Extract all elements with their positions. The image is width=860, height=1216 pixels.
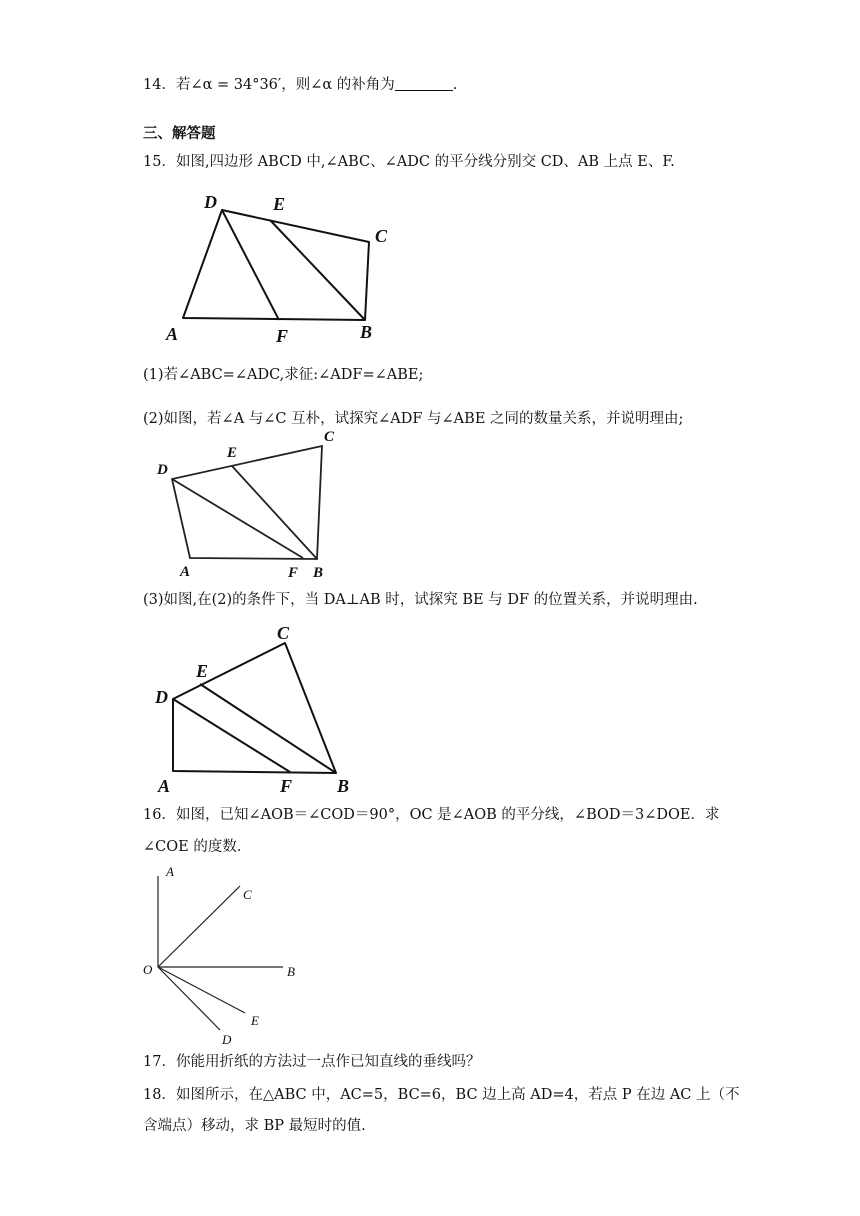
section-title: 三、解答题 [143,126,216,142]
ray-od [158,967,220,1030]
label-c: C [243,887,252,902]
label-e: E [273,194,286,214]
question-16-line-1: 16．如图，已知∠AOB＝∠COD＝90°，OC 是∠AOB 的平分线，∠BOD＝3∠DOE．求 [143,807,720,823]
label-e: E [196,661,209,681]
label-d: D [155,687,168,707]
label-d: D [222,1032,232,1047]
label-b: B [313,565,324,581]
label-b: B [287,964,295,979]
label-c: C [324,429,335,445]
ray-oc [158,886,240,967]
question-17: 17．你能用折纸的方法过一点作已知直线的垂线吗？ [143,1054,481,1070]
question-18-line-2: 含端点）移动，求 BP 最短时的值. [143,1118,366,1134]
label-e: E [227,445,238,461]
question-14-period: . [452,77,458,93]
label-b: B [337,776,350,796]
question-15-part-2: (2)如图，若∠A 与∠C 互朴，试探究∠ADF 与∠ABE 之同的数量关系，并说明理由; [143,411,684,427]
label-o: O [143,962,153,977]
label-f: F [276,326,289,346]
label-d: D [204,192,217,212]
question-15-stem: 15．如图,四边形 ABCD 中,∠ABC、∠ADC 的平分线分别交 CD、AB 上点 E、F. [143,154,675,170]
label-f: F [288,565,299,581]
label-a: A [158,776,171,796]
label-a: A [166,864,174,879]
label-d: D [157,462,168,478]
label-f: F [280,776,293,796]
label-c: C [277,623,290,643]
question-15-part-1: (1)若∠ABC=∠ADC,求征:∠ADF=∠ABE; [143,367,424,383]
question-16-line-2: ∠COE 的度数． [143,839,252,855]
label-a: A [180,564,191,580]
label-e: E [251,1013,259,1028]
label-b: B [360,322,373,342]
label-a: A [166,324,179,344]
question-18-line-1: 18．如图所示，在△ABC 中，AC=5，BC=6，BC 边上高 AD=4，若点 P 在边 AC 上（不 [143,1087,740,1103]
label-c: C [375,226,388,246]
question-15-part-3: (3)如图,在(2)的条件下，当 DA⊥AB 时，试探究 BE 与 DF 的位置关系，并说明理由. [143,592,698,608]
question-14-text: 14．若∠α = 34°36′，则∠α 的补角为 [143,77,395,93]
ray-oe [158,967,245,1013]
